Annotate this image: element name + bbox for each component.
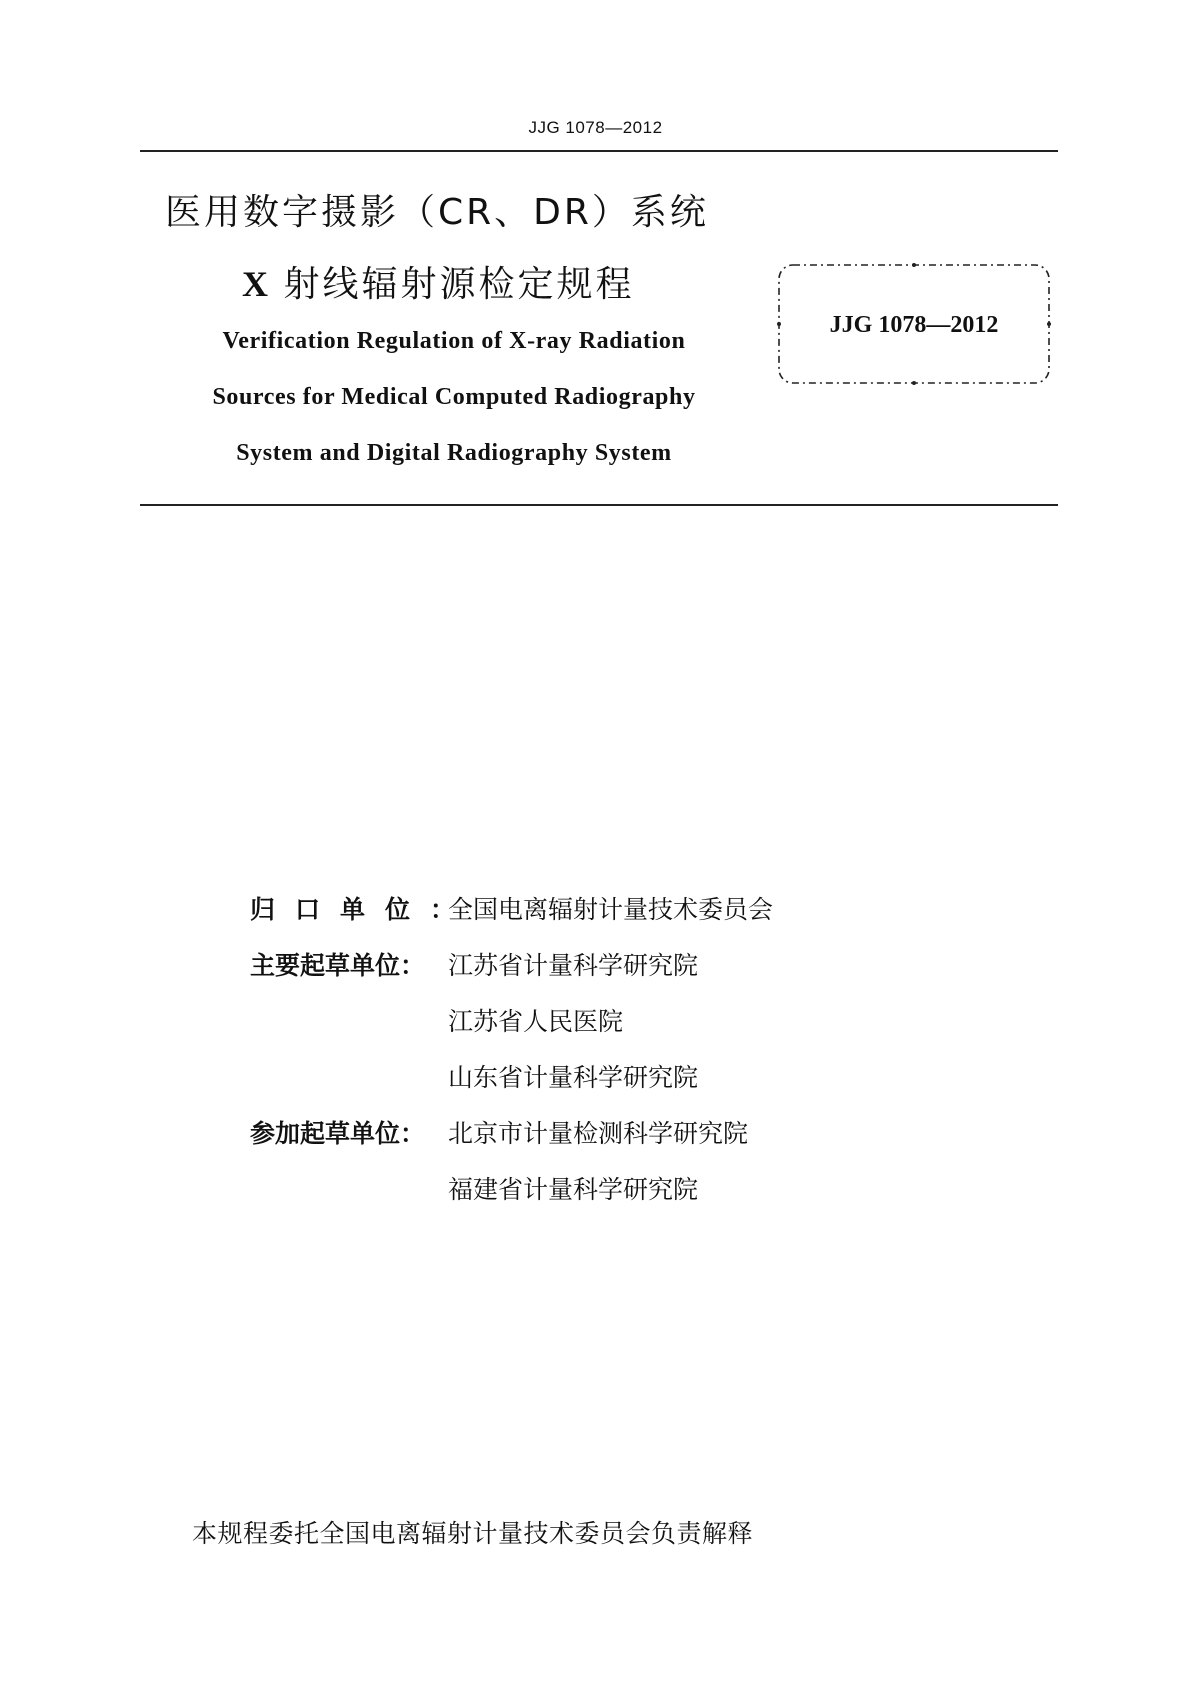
unit-value: 全国电离辐射计量技术委员会 (448, 895, 774, 924)
title-zh-line2 (242, 256, 634, 307)
title-en-line2: Sources for Medical Computed Radiography (212, 384, 696, 410)
unit-value: 山东省计量科学研究院 (448, 1063, 699, 1092)
code-box-label: JJG 1078—2012 (829, 312, 999, 338)
header-rule (140, 150, 1058, 152)
title-zh-line2-rest: 射线辐射源检定规程 (269, 264, 635, 305)
title-en-line1: Verification Regulation of X-ray Radiation (222, 328, 686, 354)
unit-value: 北京市计量检测科学研究院 (448, 1119, 749, 1148)
unit-value: 福建省计量科学研究院 (448, 1175, 699, 1204)
code-box (776, 262, 1052, 386)
unit-label-main-drafting: 主要起草单位： (250, 951, 426, 980)
title-en-line3: System and Digital Radiography System (236, 440, 672, 466)
unit-value: 江苏省人民医院 (448, 1007, 624, 1036)
unit-label-responsible: 归口单位： (250, 895, 476, 924)
title-zh-line2-prefix: X (242, 264, 269, 304)
header-code: JJG 1078—2012 (528, 118, 663, 137)
unit-value: 江苏省计量科学研究院 (448, 951, 699, 980)
unit-label-participating: 参加起草单位： (250, 1119, 426, 1148)
title-zh-line1: 医用数字摄影（CR、DR）系统 (165, 192, 709, 233)
footer-note: 本规程委托全国电离辐射计量技术委员会负责解释 (192, 1519, 754, 1548)
title-bottom-rule (140, 504, 1058, 506)
